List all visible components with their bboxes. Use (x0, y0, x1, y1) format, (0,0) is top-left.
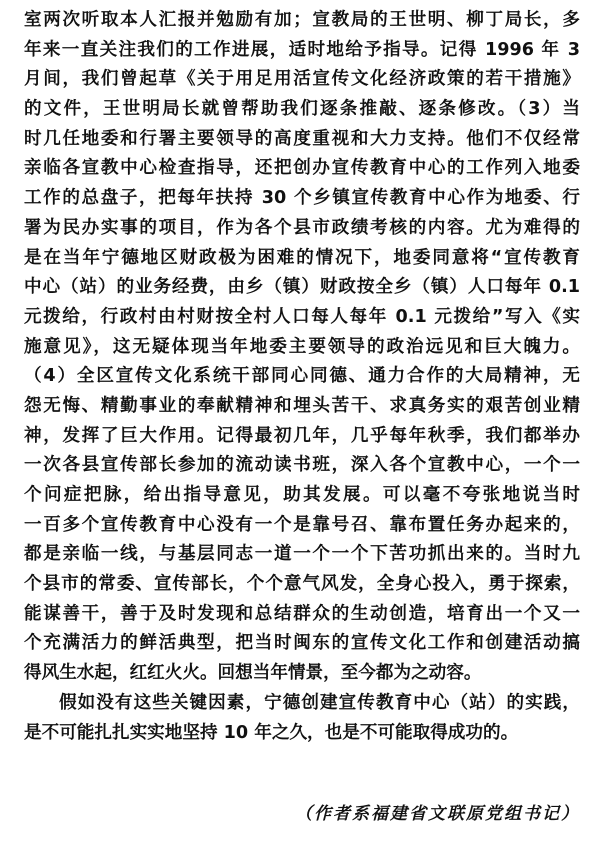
text-line: 得风生水起，红红火火。回想当年情景，至今都为之动容。 (24, 663, 482, 684)
text-line: 月间，我们曾起草《关于用足用活宣传文化经济政策的若干措施》 (24, 69, 580, 90)
text-line: 个充满活力的鲜活典型，把当时闽东的宣传文化工作和创建活动搞 (24, 633, 580, 654)
text-line: 一次各县宣传部长参加的流动读书班，深入各个宣教中心，一个一 (24, 455, 580, 476)
text-line: 都是亲临一线，与基层同志一道一个一个下苦功抓出来的。当时九 (24, 544, 580, 565)
text-line: 署为民办实事的项目，作为各个县市政绩考核的内容。尤为难得的 (24, 217, 580, 238)
text-line: 是在当年宁德地区财政极为困难的情况下，地委同意将“宣传教育 (24, 247, 580, 268)
text-line: 能谋善干，善于及时发现和总结群众的生动创造，培育出一个又一 (24, 603, 580, 624)
text-line: 时几任地委和行署主要领导的高度重视和大力支持。他们不仅经常 (24, 128, 580, 149)
text-line: 元拨给，行政村由村财按全村人口每人每年 0.1 元拨给”写入《实 (24, 306, 580, 327)
text-line: 施意见》，这无疑体现当年地委主要领导的政治远见和巨大魄力。 (24, 336, 580, 357)
text-line: 神，发挥了巨大作用。记得最初几年，几乎每年秋季，我们都举办 (24, 425, 580, 446)
text-line: 个问症把脉，给出指导意见，助其发展。可以毫不夸张地说当时 (24, 485, 580, 505)
text-line: 是不可能扎扎实实地坚持 10 年之久，也是不可能取得成功的。 (24, 722, 519, 743)
author-byline: （作者系福建省文联原党组书记） (295, 804, 580, 824)
text-line: 年来一直关注我们的工作进展，适时地给予指导。记得 1996 年 3 (24, 39, 580, 60)
text-line: （4）全区宣传文化系统干部同心同德、通力合作的大局精神，无 (24, 366, 580, 387)
text-line: 亲临各宣教中心检查指导，还把创办宣传教育中心的工作列入地委 (24, 158, 580, 179)
text-line: 室两次听取本人汇报并勉励有加；宣教局的王世明、柳丁局长，多 (24, 10, 580, 30)
text-line: 的文件，王世明局长就曾帮助我们逐条推敲、逐条修改。（3）当 (24, 99, 580, 120)
text-line: 假如没有这些关键因素，宁德创建宣传教育中心（站）的实践， (59, 692, 580, 713)
paragraph-2 (24, 689, 580, 748)
text-line: 工作的总盘子，把每年扶持 30 个乡镇宣传教育中心作为地委、行 (24, 188, 580, 209)
text-line: 个县市的常委、宣传部长，个个意气风发，全身心投入，勇于探索， (24, 574, 580, 595)
text-line: 一百多个宣传教育中心没有一个是靠号召、靠布置任务办起来的， (24, 514, 580, 535)
article-body (24, 6, 580, 748)
paragraph-1 (24, 6, 580, 689)
text-line: 中心（站）的业务经费，由乡（镇）财政按全乡（镇）人口每年 0.1 (24, 277, 580, 298)
text-line: 怨无悔、精勤事业的奉献精神和埋头苦干、求真务实的艰苦创业精 (24, 395, 580, 416)
